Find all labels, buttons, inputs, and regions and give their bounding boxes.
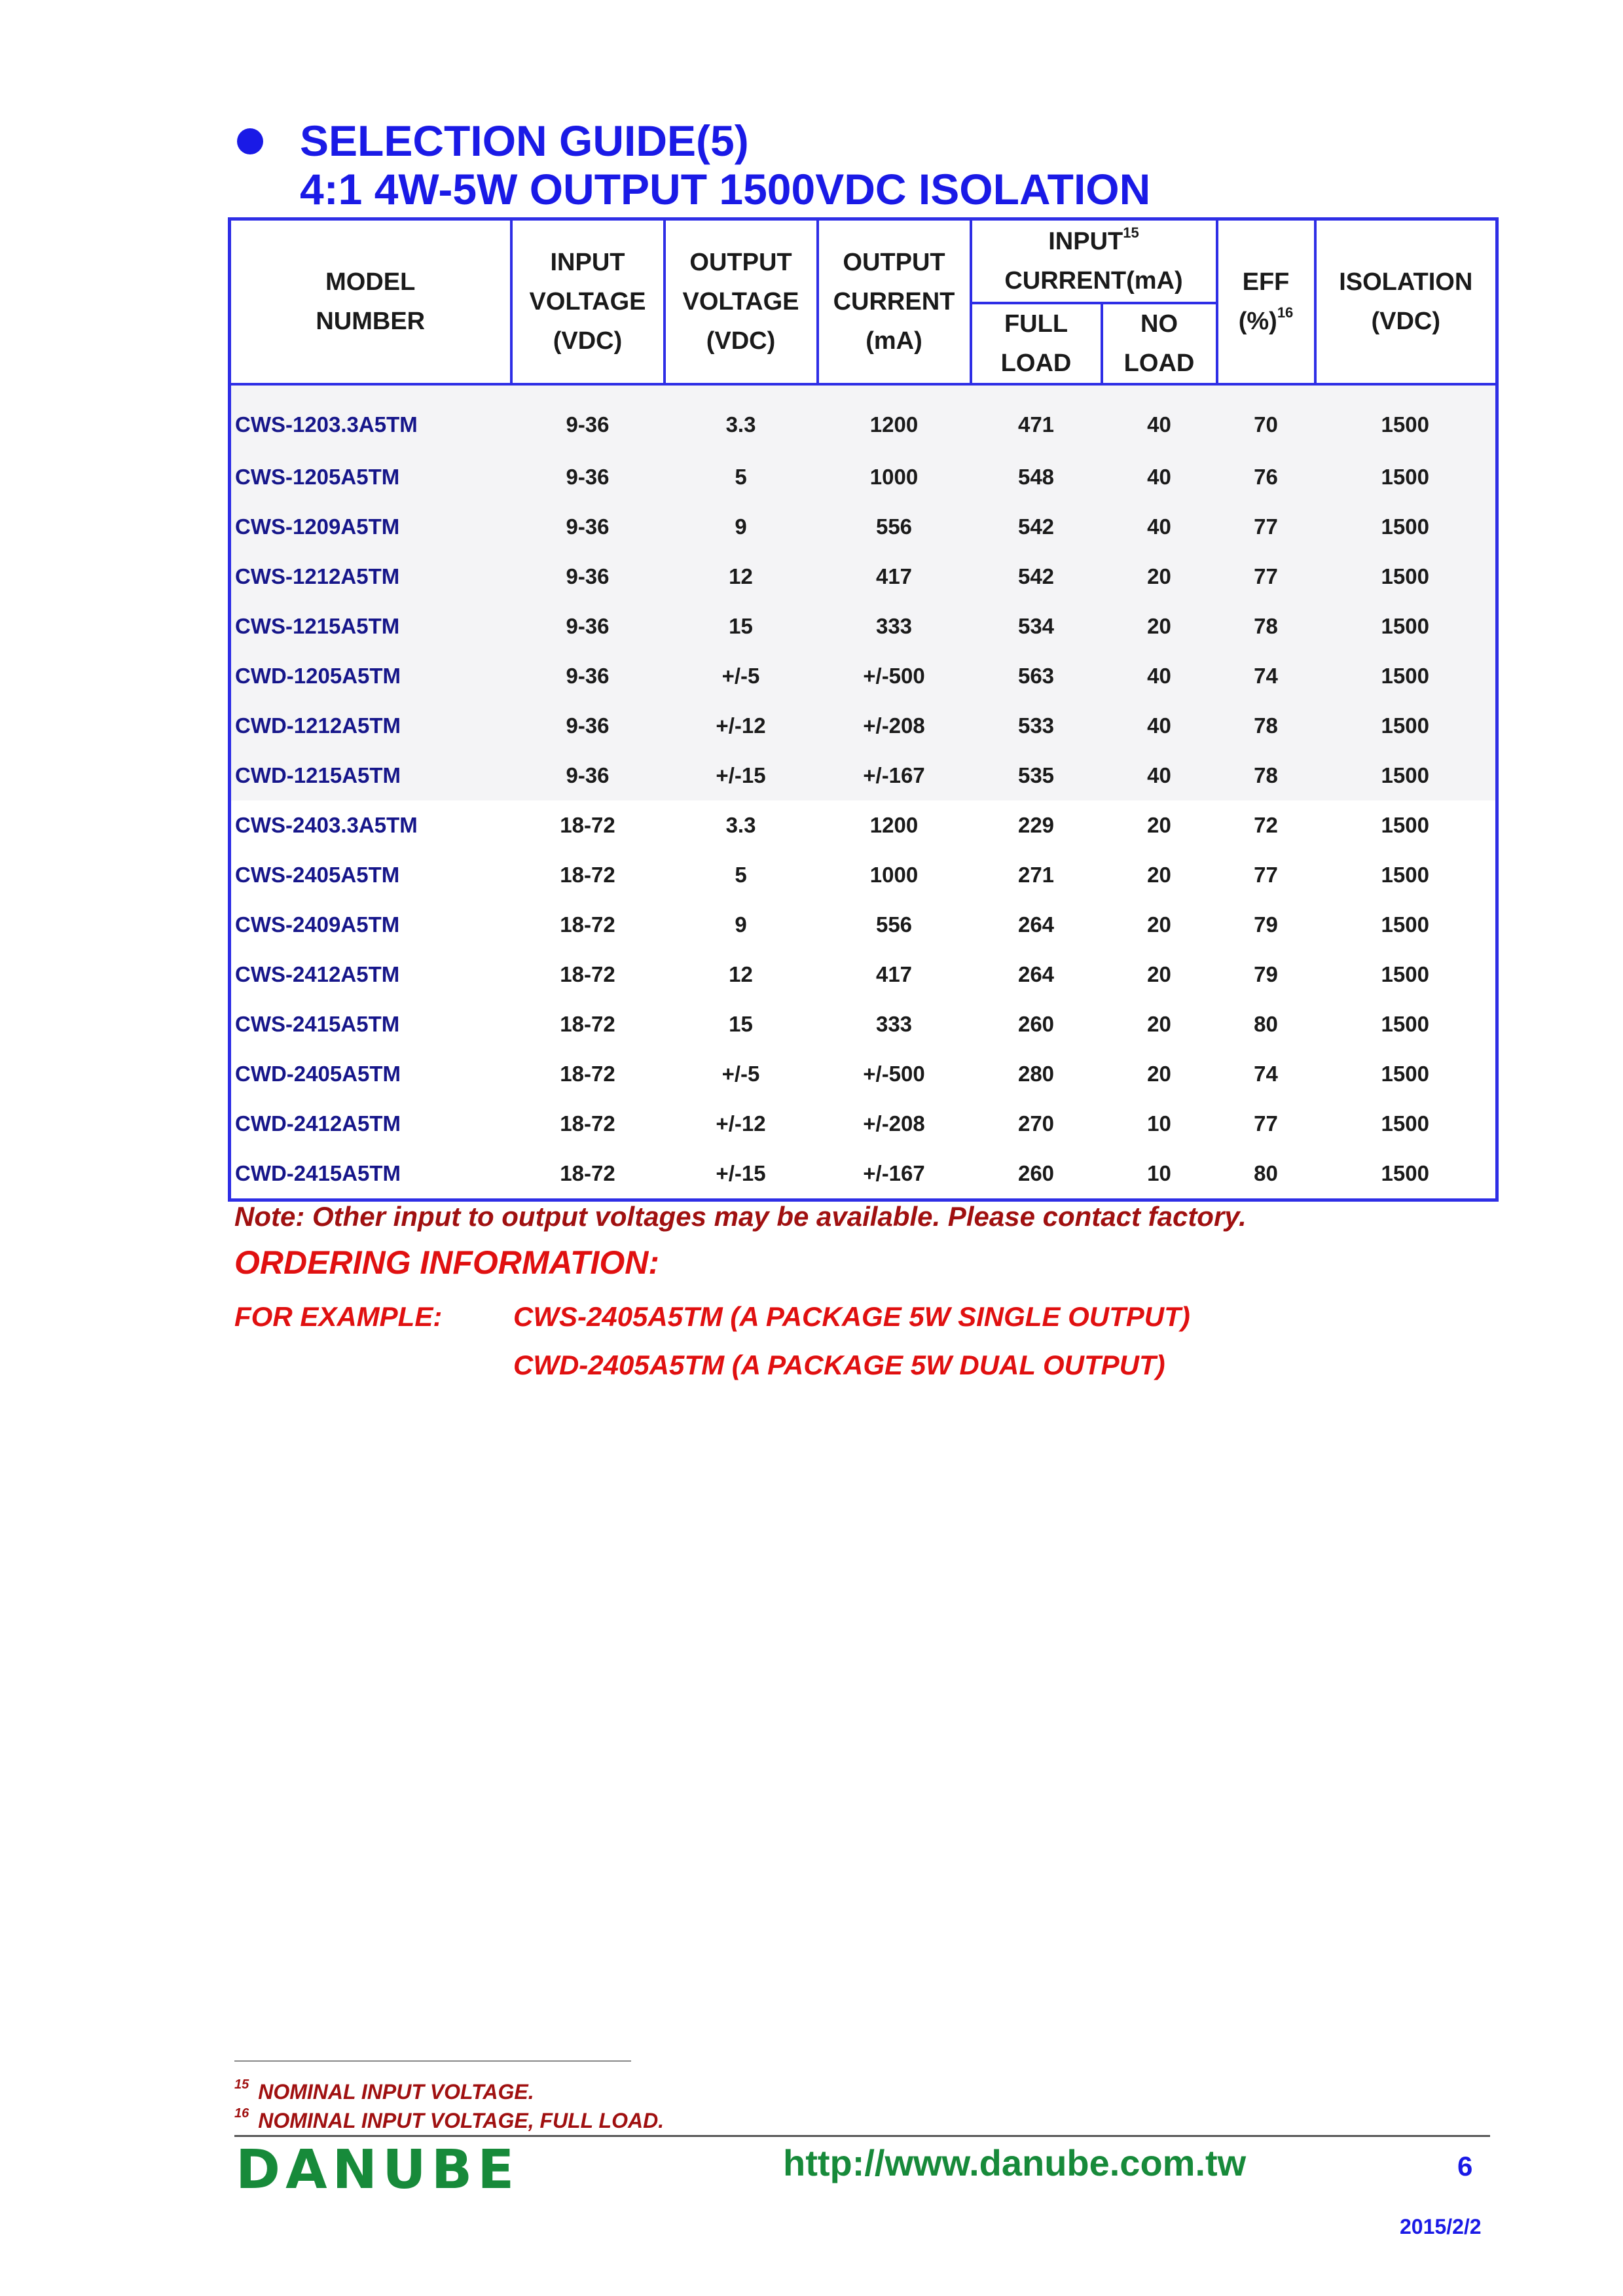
cell-model: CWS-1203.3A5TM <box>230 384 511 452</box>
header-vout-l1: OUTPUT <box>689 248 792 276</box>
cell-vout: 15 <box>665 601 818 651</box>
cell-full: 542 <box>971 552 1102 601</box>
cell-no: 20 <box>1147 862 1171 887</box>
cell-eff: 72 <box>1254 812 1278 837</box>
cell-iso: 1500 <box>1381 812 1429 837</box>
cell-full: 270 <box>1017 1111 1055 1136</box>
header-eff-unit: (%) <box>1238 307 1277 335</box>
table-row <box>230 950 1497 999</box>
header-full-l2: LOAD <box>1000 349 1072 377</box>
cell-eff: 74 <box>1217 651 1315 701</box>
header-input-current-top <box>972 222 1216 261</box>
cell-vin: 18-72 <box>560 1160 615 1185</box>
cell-no: 20 <box>1147 1011 1171 1036</box>
cell-iout: +/-500 <box>818 651 971 701</box>
note-text: Note: Other input to output voltages may be available. Please contact factory. <box>234 1201 1247 1232</box>
header-input-voltage <box>511 219 665 384</box>
cell-full: 548 <box>971 452 1102 502</box>
header-eff-l2 <box>1218 302 1314 341</box>
cell-no: 20 <box>1147 912 1171 937</box>
cell-full: 229 <box>1017 812 1055 837</box>
cell-vout: +/-12 <box>716 1111 766 1136</box>
cell-no: 20 <box>1147 961 1171 986</box>
cell-iso: 1500 <box>1381 1061 1429 1086</box>
cell-model: CWS-2415A5TM <box>235 1011 400 1036</box>
cell-vin: 18-72 <box>560 1011 615 1036</box>
table-row <box>230 651 1497 701</box>
cell-no: 40 <box>1102 384 1217 452</box>
cell-no: 10 <box>1147 1160 1171 1185</box>
footnote-15 <box>234 2077 534 2104</box>
cell-model: CWS-1209A5TM <box>230 502 511 552</box>
cell-model: CWS-2412A5TM <box>235 961 400 986</box>
header-vin-l3: (VDC) <box>553 327 623 355</box>
cell-model: CWS-2405A5TM <box>235 862 400 887</box>
cell-vin: 9-36 <box>511 701 665 751</box>
cell-vin: 18-72 <box>560 812 615 837</box>
table-row <box>230 751 1497 800</box>
footnote-15-text: NOMINAL INPUT VOLTAGE. <box>258 2080 534 2104</box>
cell-vin: 18-72 <box>560 961 615 986</box>
cell-iout: 1000 <box>869 862 919 887</box>
table-row <box>230 601 1497 651</box>
cell-vin: 18-72 <box>560 862 615 887</box>
header-model-l1: MODEL <box>325 268 416 296</box>
cell-full: 260 <box>1017 1011 1055 1036</box>
cell-iout: 1000 <box>818 452 971 502</box>
cell-model: CWD-2412A5TM <box>235 1111 401 1136</box>
cell-model: CWS-1215A5TM <box>230 601 511 651</box>
cell-eff: 79 <box>1254 961 1278 986</box>
cell-vin: 9-36 <box>511 384 665 452</box>
cell-no: 40 <box>1102 701 1217 751</box>
cell-eff: 80 <box>1254 1160 1278 1185</box>
header-isolation <box>1315 219 1497 384</box>
cell-no: 40 <box>1102 452 1217 502</box>
cell-no: 40 <box>1102 751 1217 800</box>
cell-iout: +/-167 <box>818 751 971 800</box>
cell-eff: 77 <box>1254 1111 1278 1136</box>
cell-iso: 1500 <box>1315 651 1497 701</box>
cell-vin: 9-36 <box>511 601 665 651</box>
header-full-l1: FULL <box>1004 310 1068 338</box>
footnote-16-num: 16 <box>234 2106 249 2121</box>
header-output-voltage <box>665 219 818 384</box>
footnote-ref-15: 15 <box>1123 224 1139 242</box>
header-vout-l2: VOLTAGE <box>682 287 799 315</box>
heading-line-2: 4:1 4W-5W OUTPUT 1500VDC ISOLATION <box>300 165 1151 213</box>
cell-no: 20 <box>1102 601 1217 651</box>
header-model-number <box>230 219 511 384</box>
cell-model: CWD-1212A5TM <box>230 701 511 751</box>
footnote-divider <box>234 2060 631 2062</box>
cell-iso: 1500 <box>1315 701 1497 751</box>
cell-full: 271 <box>1017 862 1055 887</box>
header-input-current-label: CURRENT(mA) <box>1004 266 1183 295</box>
cell-iout: +/-208 <box>818 701 971 751</box>
cell-iout: 333 <box>818 601 971 651</box>
cell-vout: +/-15 <box>716 1160 766 1185</box>
cell-iso: 1500 <box>1381 1111 1429 1136</box>
cell-eff: 78 <box>1217 751 1315 800</box>
table-row <box>230 1099 1497 1149</box>
cell-vin: 9-36 <box>511 502 665 552</box>
cell-iso: 1500 <box>1315 552 1497 601</box>
header-vout-l3: (VDC) <box>706 327 776 355</box>
cell-iout: +/-208 <box>863 1111 925 1136</box>
cell-iso: 1500 <box>1315 452 1497 502</box>
cell-vout: +/-5 <box>721 1061 760 1086</box>
danube-logo: DANUBE <box>236 2139 520 2201</box>
cell-eff: 79 <box>1254 912 1278 937</box>
cell-vout: 9 <box>735 912 747 937</box>
selection-guide-table <box>228 217 1499 1202</box>
cell-vout: 5 <box>735 862 747 887</box>
header-no-l2: LOAD <box>1123 349 1195 377</box>
section-heading <box>236 117 1150 213</box>
page-number: 6 <box>1457 2151 1473 2181</box>
table-row <box>230 1149 1497 1200</box>
footnote-15-num: 15 <box>234 2077 249 2092</box>
cell-iso: 1500 <box>1381 912 1429 937</box>
cell-vin: 18-72 <box>560 1111 615 1136</box>
header-input-label: INPUT <box>1048 227 1123 255</box>
cell-no: 20 <box>1102 552 1217 601</box>
cell-model: CWD-1205A5TM <box>230 651 511 701</box>
cell-full: 471 <box>971 384 1102 452</box>
cell-vout: +/-5 <box>665 651 818 701</box>
cell-iout: 417 <box>875 961 913 986</box>
website-link[interactable]: http://www.danube.com.tw <box>783 2142 1247 2183</box>
cell-iout: +/-167 <box>863 1160 925 1185</box>
header-vin-l1: INPUT <box>550 248 625 276</box>
header-full-load <box>971 303 1102 384</box>
cell-full: 534 <box>971 601 1102 651</box>
cell-full: 264 <box>1017 961 1055 986</box>
cell-iout: 417 <box>818 552 971 601</box>
table-row <box>230 701 1497 751</box>
cell-iout: 556 <box>875 912 913 937</box>
cell-iso: 1500 <box>1315 601 1497 651</box>
cell-vout: +/-12 <box>665 701 818 751</box>
table-body <box>230 384 1497 1200</box>
table-row <box>230 452 1497 502</box>
cell-vin: 9-36 <box>511 651 665 701</box>
cell-vout: 12 <box>729 961 753 986</box>
cell-full: 542 <box>971 502 1102 552</box>
cell-vout: 12 <box>665 552 818 601</box>
cell-model: CWS-1205A5TM <box>230 452 511 502</box>
cell-eff: 78 <box>1217 601 1315 651</box>
header-no-l1: NO <box>1140 310 1178 338</box>
cell-iso: 1500 <box>1381 961 1429 986</box>
cell-iout: 556 <box>818 502 971 552</box>
header-input-current <box>971 219 1217 303</box>
cell-iout: 1200 <box>869 812 919 837</box>
cell-vin: 9-36 <box>511 552 665 601</box>
cell-model: CWS-2403.3A5TM <box>235 812 418 837</box>
header-iout-l3: (mA) <box>866 327 922 355</box>
header-output-current <box>818 219 971 384</box>
cell-full: 264 <box>1017 912 1055 937</box>
header-iout-l1: OUTPUT <box>843 248 945 276</box>
cell-model: CWS-2409A5TM <box>235 912 400 937</box>
cell-eff: 77 <box>1254 862 1278 887</box>
cell-iso: 1500 <box>1381 862 1429 887</box>
cell-vin: 9-36 <box>511 751 665 800</box>
cell-vin: 18-72 <box>560 1061 615 1086</box>
header-eff-l1: EFF <box>1242 268 1290 296</box>
table-row <box>230 800 1497 850</box>
cell-iso: 1500 <box>1315 751 1497 800</box>
cell-vin: 9-36 <box>511 452 665 502</box>
table-row <box>230 999 1497 1049</box>
cell-model: CWD-1215A5TM <box>230 751 511 800</box>
cell-vin: 18-72 <box>560 912 615 937</box>
cell-vout: 15 <box>729 1011 753 1036</box>
header-no-load <box>1102 303 1217 384</box>
cell-eff: 80 <box>1254 1011 1278 1036</box>
cell-model: CWD-2405A5TM <box>235 1061 401 1086</box>
cell-full: 533 <box>971 701 1102 751</box>
cell-eff: 78 <box>1217 701 1315 751</box>
cell-vout: 9 <box>665 502 818 552</box>
header-iout-l2: CURRENT <box>833 287 955 315</box>
cell-full: 563 <box>971 651 1102 701</box>
footnote-ref-16: 16 <box>1277 304 1294 321</box>
header-vin-l2: VOLTAGE <box>529 287 646 315</box>
cell-vout: 3.3 <box>725 812 756 837</box>
cell-full: 535 <box>971 751 1102 800</box>
header-iso-l1: ISOLATION <box>1339 268 1473 296</box>
cell-no: 20 <box>1147 812 1171 837</box>
cell-no: 20 <box>1147 1061 1171 1086</box>
cell-iso: 1500 <box>1381 1160 1429 1185</box>
cell-eff: 70 <box>1217 384 1315 452</box>
example-dual-output: CWD-2405A5TM (A PACKAGE 5W DUAL OUTPUT) <box>513 1350 1165 1380</box>
header-eff <box>1217 219 1315 384</box>
cell-vout: 3.3 <box>665 384 818 452</box>
cell-vout: 5 <box>665 452 818 502</box>
cell-eff: 74 <box>1254 1061 1278 1086</box>
for-example-label: FOR EXAMPLE: <box>234 1301 443 1332</box>
table-row <box>230 850 1497 900</box>
cell-iso: 1500 <box>1381 1011 1429 1036</box>
cell-iout: 1200 <box>818 384 971 452</box>
header-iso-l2: (VDC) <box>1371 307 1441 335</box>
cell-eff: 77 <box>1217 502 1315 552</box>
cell-vout: +/-15 <box>665 751 818 800</box>
table-row <box>230 900 1497 950</box>
cell-full: 280 <box>1017 1061 1055 1086</box>
heading-line-1: SELECTION GUIDE(5) <box>300 117 749 165</box>
document-date: 2015/2/2 <box>1400 2215 1482 2238</box>
header-model-l2: NUMBER <box>316 307 426 335</box>
cell-iout: +/-500 <box>863 1061 925 1086</box>
table-row <box>230 552 1497 601</box>
cell-iout: 333 <box>875 1011 913 1036</box>
cell-no: 10 <box>1147 1111 1171 1136</box>
example-single-output: CWS-2405A5TM (A PACKAGE 5W SINGLE OUTPUT) <box>513 1301 1190 1332</box>
cell-no: 40 <box>1102 502 1217 552</box>
table-row <box>230 502 1497 552</box>
table-row <box>230 384 1497 452</box>
footnote-16-text: NOMINAL INPUT VOLTAGE, FULL LOAD. <box>258 2109 665 2132</box>
cell-full: 260 <box>1017 1160 1055 1185</box>
footer-divider <box>234 2135 1490 2137</box>
cell-iso: 1500 <box>1315 502 1497 552</box>
cell-model: CWS-1212A5TM <box>230 552 511 601</box>
cell-no: 40 <box>1102 651 1217 701</box>
table-row <box>230 1049 1497 1099</box>
cell-eff: 77 <box>1217 552 1315 601</box>
cell-eff: 76 <box>1217 452 1315 502</box>
cell-iso: 1500 <box>1315 384 1497 452</box>
cell-model: CWD-2415A5TM <box>235 1160 401 1185</box>
ordering-title: ORDERING INFORMATION: <box>234 1244 660 1281</box>
footnote-16 <box>234 2106 665 2133</box>
